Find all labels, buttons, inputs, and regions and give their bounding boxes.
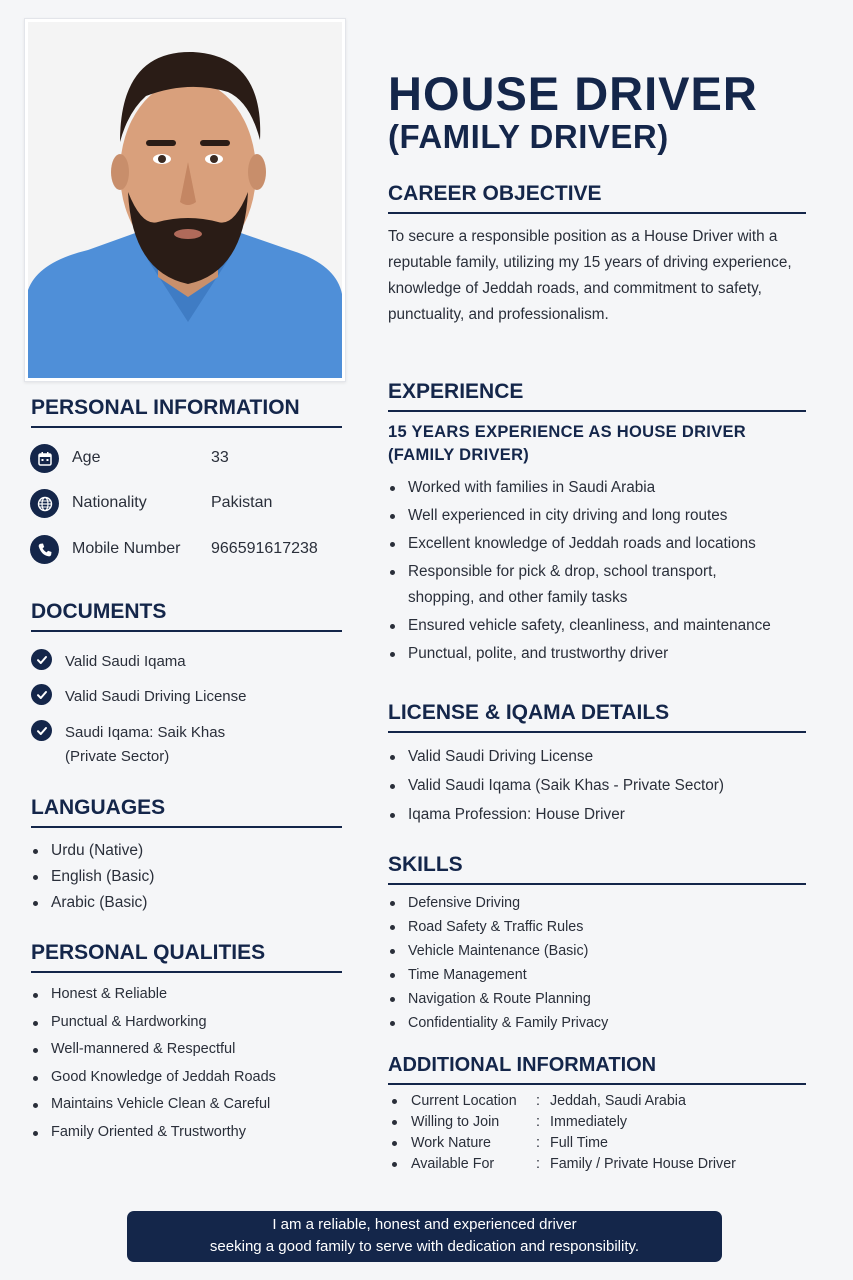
page-subtitle: (FAMILY DRIVER) — [388, 118, 669, 155]
career-objective-text: To secure a responsible position as a House Driver with a reputable family, utilizing my 15 years of driving experience, knowledge of Jeddah roads, and commitment to safety, punctuality, and professionalism. — [388, 228, 792, 323]
languages-list — [31, 838, 154, 916]
list-item: Time Management — [388, 963, 608, 987]
check-icon — [31, 684, 52, 705]
list-item: Urdu (Native) — [31, 838, 154, 864]
personal-qualities-list — [31, 981, 276, 1146]
additional-info-key: Willing to Join — [411, 1114, 500, 1130]
personal-qualities-heading: PERSONAL QUALITIES — [31, 941, 342, 973]
bullet-icon — [392, 1099, 397, 1104]
phone-icon — [30, 535, 59, 564]
additional-information-heading: ADDITIONAL INFORMATION — [388, 1054, 806, 1085]
document-text: Saudi Iqama: Saik Khas (Private Sector) — [65, 724, 226, 765]
globe-icon — [30, 489, 59, 518]
additional-info-value: Jeddah, Saudi Arabia — [550, 1093, 686, 1109]
experience-subheading-line1: 15 YEARS EXPERIENCE AS HOUSE DRIVER — [388, 423, 747, 441]
additional-info-row — [390, 1154, 810, 1175]
license-iqama-list — [388, 742, 724, 829]
info-row-age — [30, 444, 350, 474]
info-value-mobile: 966591617238 — [211, 540, 318, 557]
profile-photo — [28, 22, 342, 378]
personal-information-heading: PERSONAL INFORMATION — [31, 396, 342, 428]
info-label-nationality: Nationality — [72, 494, 147, 511]
additional-info-separator: : — [536, 1135, 540, 1151]
documents-heading: DOCUMENTS — [31, 600, 342, 632]
list-item: Excellent knowledge of Jeddah roads and locations — [388, 531, 788, 557]
list-item: Road Safety & Traffic Rules — [388, 915, 608, 939]
info-label-age: Age — [72, 449, 101, 466]
additional-info-value: Full Time — [550, 1135, 608, 1151]
additional-info-value: Family / Private House Driver — [550, 1156, 736, 1172]
document-text: Valid Saudi Iqama — [65, 653, 186, 670]
footer-banner — [127, 1211, 722, 1262]
check-icon — [31, 649, 52, 670]
footer-line-1: I am a reliable, honest and experienced driver — [272, 1216, 577, 1233]
additional-info-row — [390, 1112, 810, 1133]
experience-subheading-line2: (FAMILY DRIVER) — [388, 446, 530, 464]
info-row-nationality — [30, 489, 350, 519]
additional-info-key: Current Location — [411, 1093, 517, 1109]
list-item: Punctual & Hardworking — [31, 1009, 276, 1037]
skills-list — [388, 891, 608, 1035]
list-item: Valid Saudi Driving License — [388, 742, 724, 771]
list-item: Arabic (Basic) — [31, 890, 154, 916]
list-item: Vehicle Maintenance (Basic) — [388, 939, 608, 963]
bullet-icon — [392, 1120, 397, 1125]
career-objective-heading: CAREER OBJECTIVE — [388, 182, 806, 214]
additional-info-separator: : — [536, 1093, 540, 1109]
languages-heading: LANGUAGES — [31, 796, 342, 828]
list-item: Well-mannered & Respectful — [31, 1036, 276, 1064]
list-item: Maintains Vehicle Clean & Careful — [31, 1091, 276, 1119]
info-value-nationality: Pakistan — [211, 494, 273, 511]
experience-subheading — [388, 421, 746, 467]
experience-heading: EXPERIENCE — [388, 380, 806, 412]
list-item: Punctual, polite, and trustworthy driver — [388, 641, 788, 667]
additional-info-value: Immediately — [550, 1114, 628, 1130]
list-item: Well experienced in city driving and long routes — [388, 503, 788, 529]
bullet-icon — [392, 1141, 397, 1146]
info-row-mobile — [30, 535, 350, 565]
additional-info-separator: : — [536, 1114, 540, 1130]
page-title: HOUSE DRIVER — [388, 67, 758, 120]
check-icon — [31, 720, 52, 741]
calendar-icon — [30, 444, 59, 473]
list-item: Defensive Driving — [388, 891, 608, 915]
additional-info-row — [390, 1091, 810, 1112]
footer-line-2: seeking a good family to serve with dedication and responsibility. — [209, 1238, 640, 1255]
document-text: Valid Saudi Driving License — [65, 688, 247, 705]
info-value-age: 33 — [211, 449, 229, 466]
bullet-icon — [392, 1162, 397, 1167]
info-label-mobile: Mobile Number — [72, 540, 181, 557]
license-iqama-heading: LICENSE & IQAMA DETAILS — [388, 701, 806, 733]
list-item: Valid Saudi Iqama (Saik Khas - Private Sector) — [388, 771, 724, 800]
additional-info-key: Work Nature — [411, 1135, 491, 1151]
list-item: Honest & Reliable — [31, 981, 276, 1009]
list-item: Confidentiality & Family Privacy — [388, 1011, 608, 1035]
profile-photo-frame — [24, 18, 346, 382]
experience-list — [388, 475, 788, 669]
list-item: Family Oriented & Trustworthy — [31, 1119, 276, 1147]
list-item: Worked with families in Saudi Arabia — [388, 475, 788, 501]
skills-heading: SKILLS — [388, 853, 806, 885]
list-item: Responsible for pick & drop, school transport, shopping, and other family tasks — [388, 559, 728, 611]
list-item: Good Knowledge of Jeddah Roads — [31, 1064, 276, 1092]
list-item: Iqama Profession: House Driver — [388, 800, 724, 829]
additional-info-key: Available For — [411, 1156, 495, 1172]
additional-info-separator: : — [536, 1156, 540, 1172]
list-item: English (Basic) — [31, 864, 154, 890]
list-item: Ensured vehicle safety, cleanliness, and maintenance — [388, 613, 788, 639]
list-item: Navigation & Route Planning — [388, 987, 608, 1011]
additional-info-row — [390, 1133, 810, 1154]
